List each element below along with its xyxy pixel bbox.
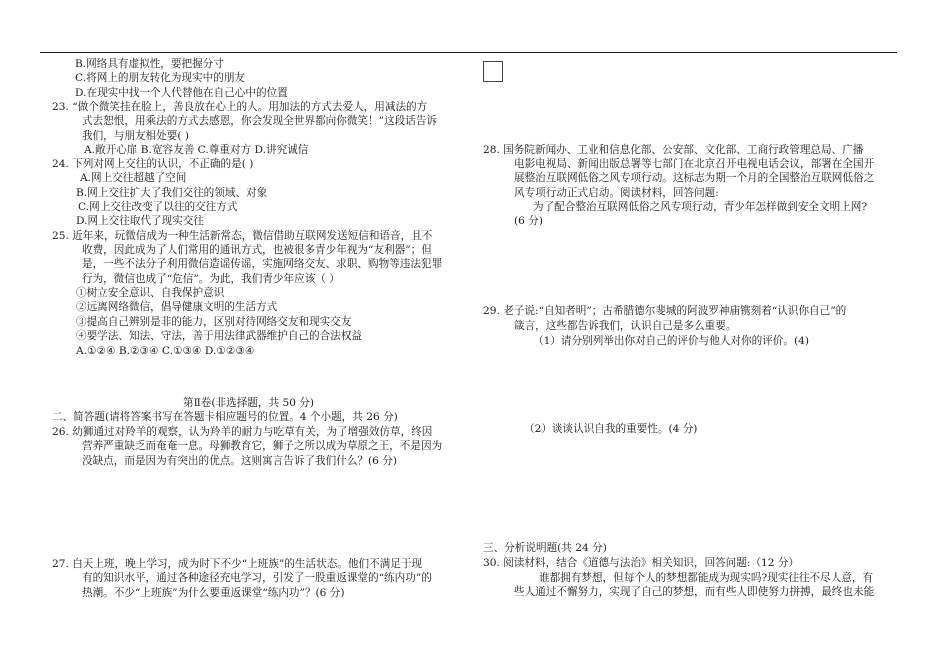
left-text-line: D.网上交往取代了现实交往: [76, 215, 205, 227]
left-text-line: D.在现实中找一个人代替他在自己心中的位置: [75, 87, 288, 99]
left-text-line: 我们，与朋友相处要( ): [82, 130, 189, 142]
left-text-line: 式去恕恨，用乘法的方式去感恩，你会发现全世界都向你微笑！”这段话告诉: [82, 115, 438, 127]
right-text-line: （2）谈谈认识自我的重要性。(4 分): [524, 423, 698, 435]
left-text-line: C.网上交往改变了以往的交往方式: [78, 201, 238, 213]
right-text-line: 箴言，这些都告诉我们，认识自己是多么重要。: [514, 320, 737, 332]
left-text-line: 26. 幼狮通过对羚羊的观察，认为羚羊的耐力与吃草有关，为了增强效仿草，终因: [52, 426, 433, 438]
left-text-line: ②远离网络微信，倡导健康文明的生活方式: [76, 301, 278, 313]
left-text-line: B.网络具有虚拟性，要把握分寸: [75, 58, 224, 70]
left-text-line: 行为，微信也成了“危信”。为此，我们青少年应该（ ）: [82, 273, 340, 285]
left-text-line: C.将网上的朋友转化为现实中的朋友: [75, 72, 246, 84]
left-text-line: ③提高自己辨别是非的能力，区别对待网络交友和现实交友: [76, 316, 352, 328]
right-text-line: (6 分): [514, 215, 543, 227]
right-text-line: 些人通过不懈努力，实现了自己的梦想，而有些人即使努力拼搏，最终也未能: [514, 586, 875, 598]
left-text-line: A.敞开心扉 B.宽容友善 C.尊重对方 D.讲究诚信: [84, 144, 309, 156]
left-text-line: 第Ⅱ卷(非选择题，共 50 分): [183, 397, 315, 409]
left-text-line: 收费，因此成为了人们常用的通讯方式，也被很多青少年视为“友利器”；但: [82, 244, 432, 256]
left-text-line: 没缺点，而是因为有突出的优点。这则寓言告诉了我们什么？(6 分): [82, 455, 397, 467]
right-text-line: 30. 阅读材料，结合《道德与法治》相关知识，回答问题:（12 分）: [483, 557, 800, 569]
left-text-line: ①树立安全意识、自我保护意识: [76, 287, 225, 299]
left-text-line: 27. 白天上班，晚上学习，成为时下不少“上班族”的生活状态。他们不满足于现: [52, 558, 423, 570]
right-text-line: 29. 老子说:“自知者明”；古希腊德尔斐城的阿波罗神庙镌刻着“认识你自己”的: [483, 305, 847, 317]
left-text-line: B.网上交往扩大了我们交往的领域、对象: [76, 187, 268, 199]
left-text-line: 23. “做个微笑挂在脸上，善良放在心上的人。用加法的方式去爱人，用减法的方: [52, 101, 428, 113]
left-text-line: 二、简答题(请将答案书写在答题卡相应题号的位置。4 个小题，共 26 分): [52, 411, 398, 423]
left-text-line: 25. 近年来，玩微信成为一种生活新常态，微信借助互联网发送短信和语音，且不: [52, 230, 433, 242]
right-text-line: 三、分析说明题(共 24 分): [483, 542, 607, 554]
right-text-line: 电影电视局、新闻出版总署等七部门在北京召开电视电话会议，部署在全国开: [514, 158, 875, 170]
left-text-line: 有的知识水平，通过各种途径充电学习，引发了一股重返课堂的“练内功”的: [82, 572, 432, 584]
right-text-line: 展整治互联网低俗之风专项行动。这标志为期一个月的全国整治互联网低俗之: [514, 172, 875, 184]
score-box: [483, 61, 503, 82]
left-text-line: A.网上交往超越了空间: [80, 172, 187, 184]
right-text-line: 谁都拥有梦想，但每个人的梦想都能成为现实吗?现实往往不尽人意，有: [539, 572, 874, 584]
right-text-line: 为了配合整治互联网低俗之风专项行动，青少年怎样做到安全文明上网?: [533, 201, 868, 213]
left-text-line: A.①②④ B.②③④ C.①③④ D.①②③④: [76, 345, 255, 357]
left-text-line: 热潮。不少“上班族”为什么要重返课堂“练内功”？(6 分): [82, 587, 345, 599]
right-text-line: （1）请分别列举出你对自己的评价与他人对你的评价。(4): [533, 335, 809, 347]
right-text-line: 28. 国务院新闻办、工业和信息化部、公安部、文化部、工商行政管理总局、广播: [483, 144, 864, 156]
left-text-line: 24. 下列对网上交往的认识，不正确的是( ): [52, 158, 254, 170]
left-text-line: 是，一些不法分子利用微信造谣传谣，实施网络交友、求职、购物等违法犯罪: [82, 258, 443, 270]
left-text-line: ④要学法、知法、守法，善于用法律武器维护自己的合法权益: [76, 330, 363, 342]
right-text-line: 风专项行动正式启动。阅读材料，回答问题:: [514, 187, 719, 199]
header-rule: [40, 52, 897, 53]
left-text-line: 营养严重缺乏而奄奄一息。母狮教育它，狮子之所以成为草原之王，不是因为: [82, 440, 443, 452]
